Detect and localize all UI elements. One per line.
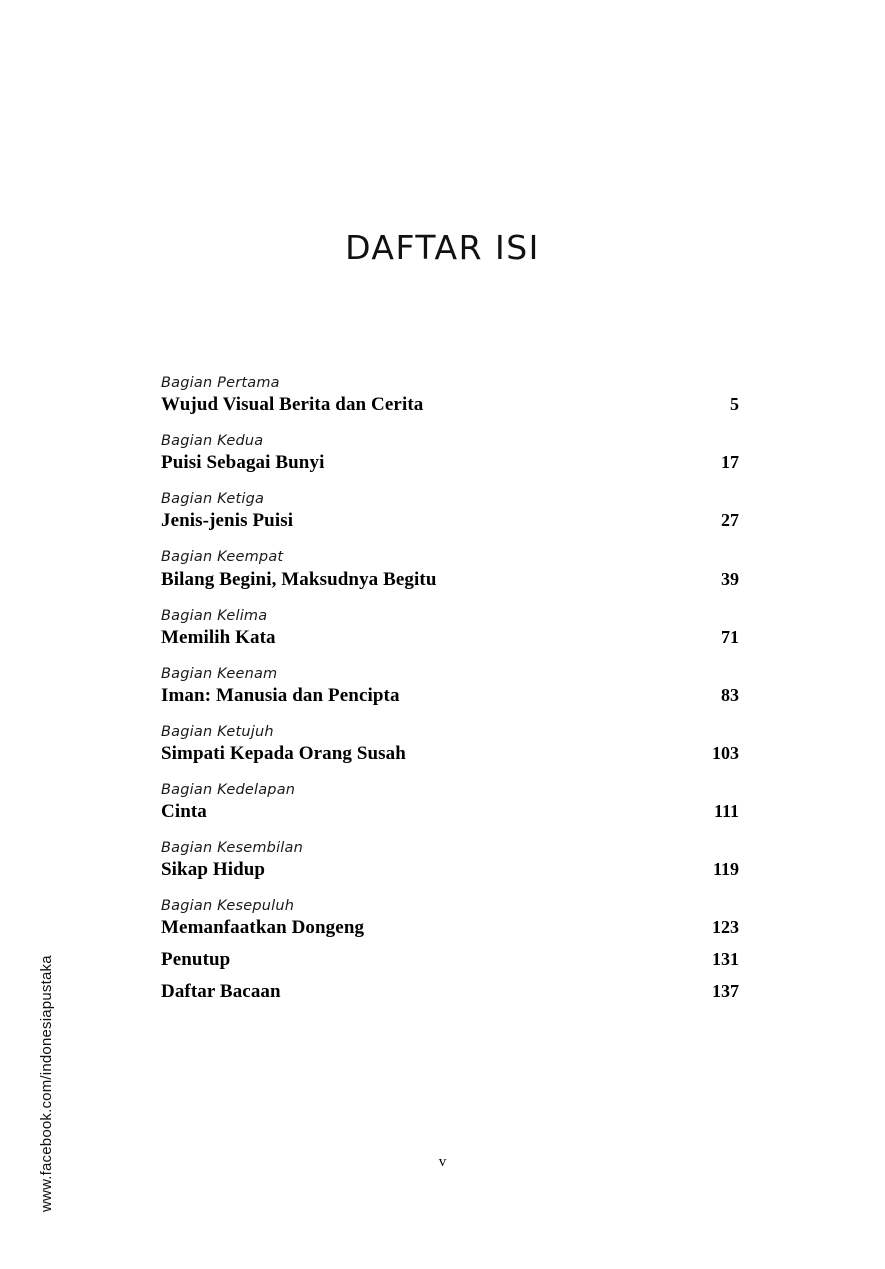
- toc-entry-page: 119: [712, 859, 739, 880]
- toc-entry-title: Cinta: [161, 801, 207, 822]
- toc-entry-title: Jenis-jenis Puisi: [161, 510, 294, 532]
- toc-row: [161, 949, 739, 971]
- toc-entry: [161, 665, 739, 707]
- toc-part-label: Bagian Ketiga: [161, 491, 265, 508]
- toc-row: [161, 627, 739, 649]
- toc-entry-title: Memilih Kata: [161, 626, 276, 648]
- toc-entry-page: 5: [730, 394, 739, 415]
- side-watermark-url-text: www.facebook.com/indonesiapustaka: [38, 955, 55, 1212]
- toc-entry: [161, 839, 739, 881]
- toc-entry-page: 123: [712, 917, 739, 938]
- toc-entry-title: Sikap Hidup: [161, 859, 266, 881]
- toc-entry: [161, 723, 739, 765]
- toc-part-label: Bagian Kesepuluh: [161, 898, 295, 915]
- toc-entry: [161, 548, 739, 590]
- table-of-contents: [161, 374, 739, 1013]
- toc-entry-title: Puisi Sebagai Bunyi: [161, 452, 325, 474]
- toc-entry-page: 27: [721, 510, 739, 531]
- toc-entry: [161, 490, 739, 532]
- toc-entry: [161, 949, 739, 971]
- toc-entry-page: 71: [721, 626, 739, 647]
- toc-row: [161, 917, 739, 939]
- toc-entry: [161, 781, 739, 823]
- toc-entry-page: 103: [712, 742, 739, 763]
- toc-entry-title: Penutup: [161, 949, 231, 971]
- toc-entry: [161, 981, 739, 1003]
- toc-row: [161, 510, 739, 532]
- toc-entry-page: 111: [713, 801, 739, 821]
- toc-part-label: Bagian Pertama: [161, 375, 280, 391]
- toc-part-label: Bagian Ketujuh: [161, 723, 274, 740]
- toc-part-label: Bagian Keenam: [161, 665, 278, 682]
- toc-entry-title: Wujud Visual Berita dan Cerita: [161, 394, 424, 416]
- toc-row: [161, 859, 739, 881]
- toc-entry-title: Iman: Manusia dan Pencipta: [161, 684, 400, 706]
- page-title: DAFTAR ISI: [345, 228, 540, 267]
- toc-row: [161, 452, 739, 474]
- toc-part-label: Bagian Keempat: [161, 549, 284, 566]
- toc-row: [161, 801, 739, 823]
- toc-entry-page: 39: [721, 568, 739, 589]
- toc-entry-page: 83: [721, 684, 739, 705]
- toc-entry-title: Memanfaatkan Dongeng: [161, 917, 365, 939]
- toc-row: [161, 981, 739, 1003]
- toc-part-label: Bagian Kedua: [161, 433, 264, 450]
- toc-entry-page: 131: [712, 949, 739, 970]
- toc-part-label: Bagian Kedelapan: [161, 781, 296, 798]
- toc-row: [161, 743, 739, 765]
- toc-part-label: Bagian Kesembilan: [161, 840, 303, 856]
- toc-entry: [161, 897, 739, 939]
- toc-entry: [161, 374, 739, 416]
- toc-part-label: Bagian Kelima: [161, 607, 268, 624]
- toc-entry: [161, 432, 739, 474]
- toc-entry-title: Simpati Kepada Orang Susah: [161, 742, 406, 764]
- toc-row: [161, 685, 739, 707]
- toc-entry-page: 17: [721, 452, 739, 473]
- toc-entry-page: 137: [712, 981, 739, 1002]
- toc-entry-title: Daftar Bacaan: [161, 981, 281, 1003]
- page-folio: v: [438, 1154, 447, 1170]
- toc-entry-title: Bilang Begini, Maksudnya Begitu: [161, 568, 437, 590]
- toc-entry: [161, 607, 739, 649]
- toc-row: [161, 394, 739, 416]
- toc-row: [161, 569, 739, 591]
